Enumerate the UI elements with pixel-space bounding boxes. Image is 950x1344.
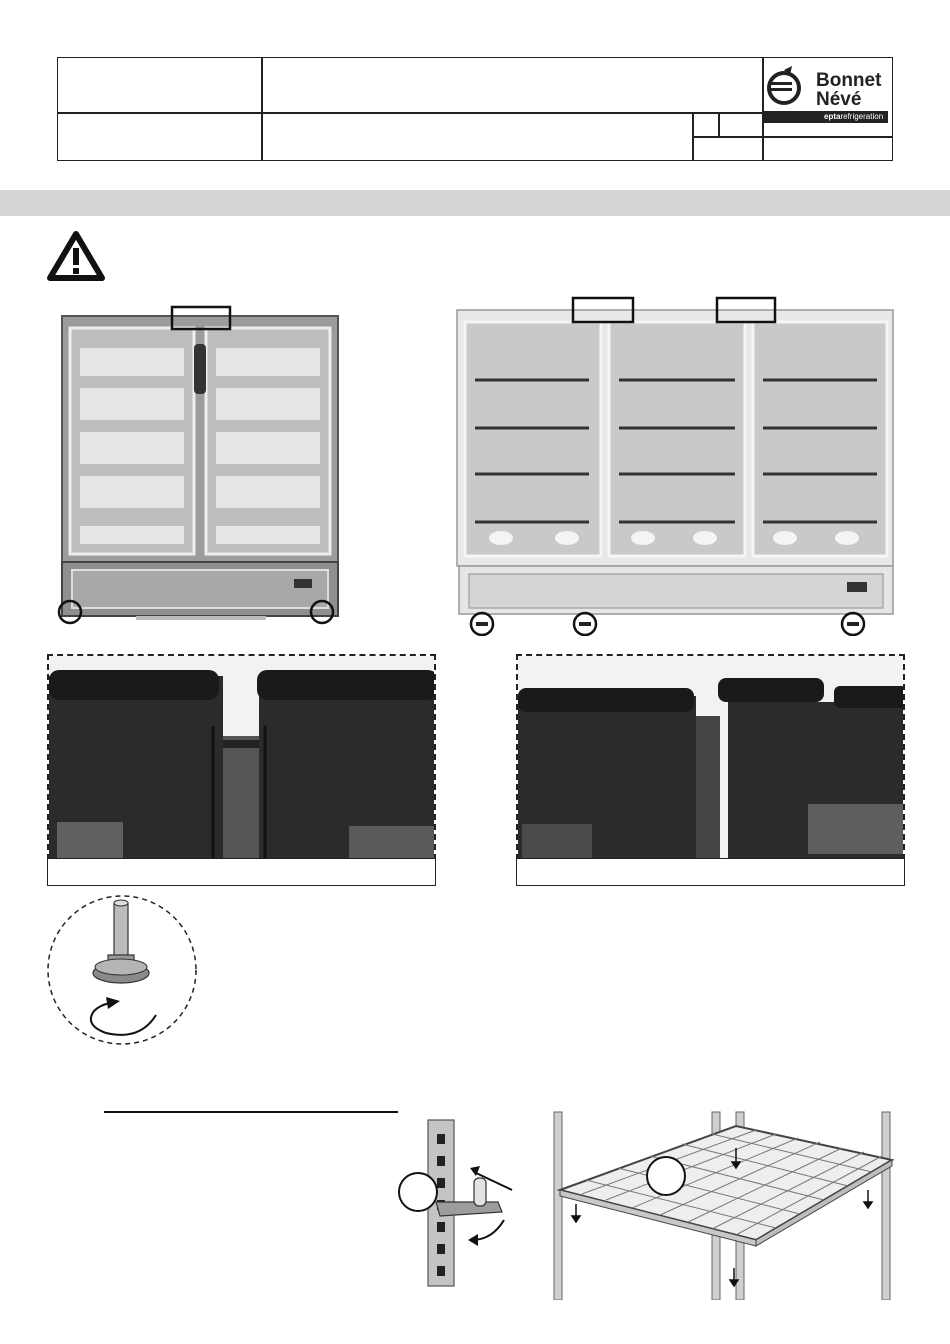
warning-triangle-icon [46, 230, 106, 282]
photo-caption-left [47, 858, 436, 886]
subsection-heading-underline [104, 1111, 398, 1113]
brand-logo [764, 62, 890, 128]
two-door-cabinet-illustration [56, 304, 346, 626]
logo-brand-line2: Névé [816, 89, 862, 110]
two-door-joint-photo [47, 654, 436, 860]
wire-shelf-assembly-illustration [546, 1110, 898, 1300]
shelf-bracket-detail-illustration [396, 1116, 520, 1288]
adjustable-foot-icon [44, 893, 200, 1047]
logo-sub-bold: epta [824, 112, 841, 121]
three-door-cabinet-illustration [455, 296, 897, 636]
logo-sub-regular: refrigeration [840, 112, 884, 121]
three-door-joint-photo [516, 654, 905, 860]
logo-brand-line1: Bonnet [816, 70, 882, 91]
section-title-band [0, 190, 950, 216]
rotate-arrow-icon [91, 997, 156, 1035]
photo-caption-right [516, 858, 905, 886]
logo-subline [824, 112, 883, 121]
